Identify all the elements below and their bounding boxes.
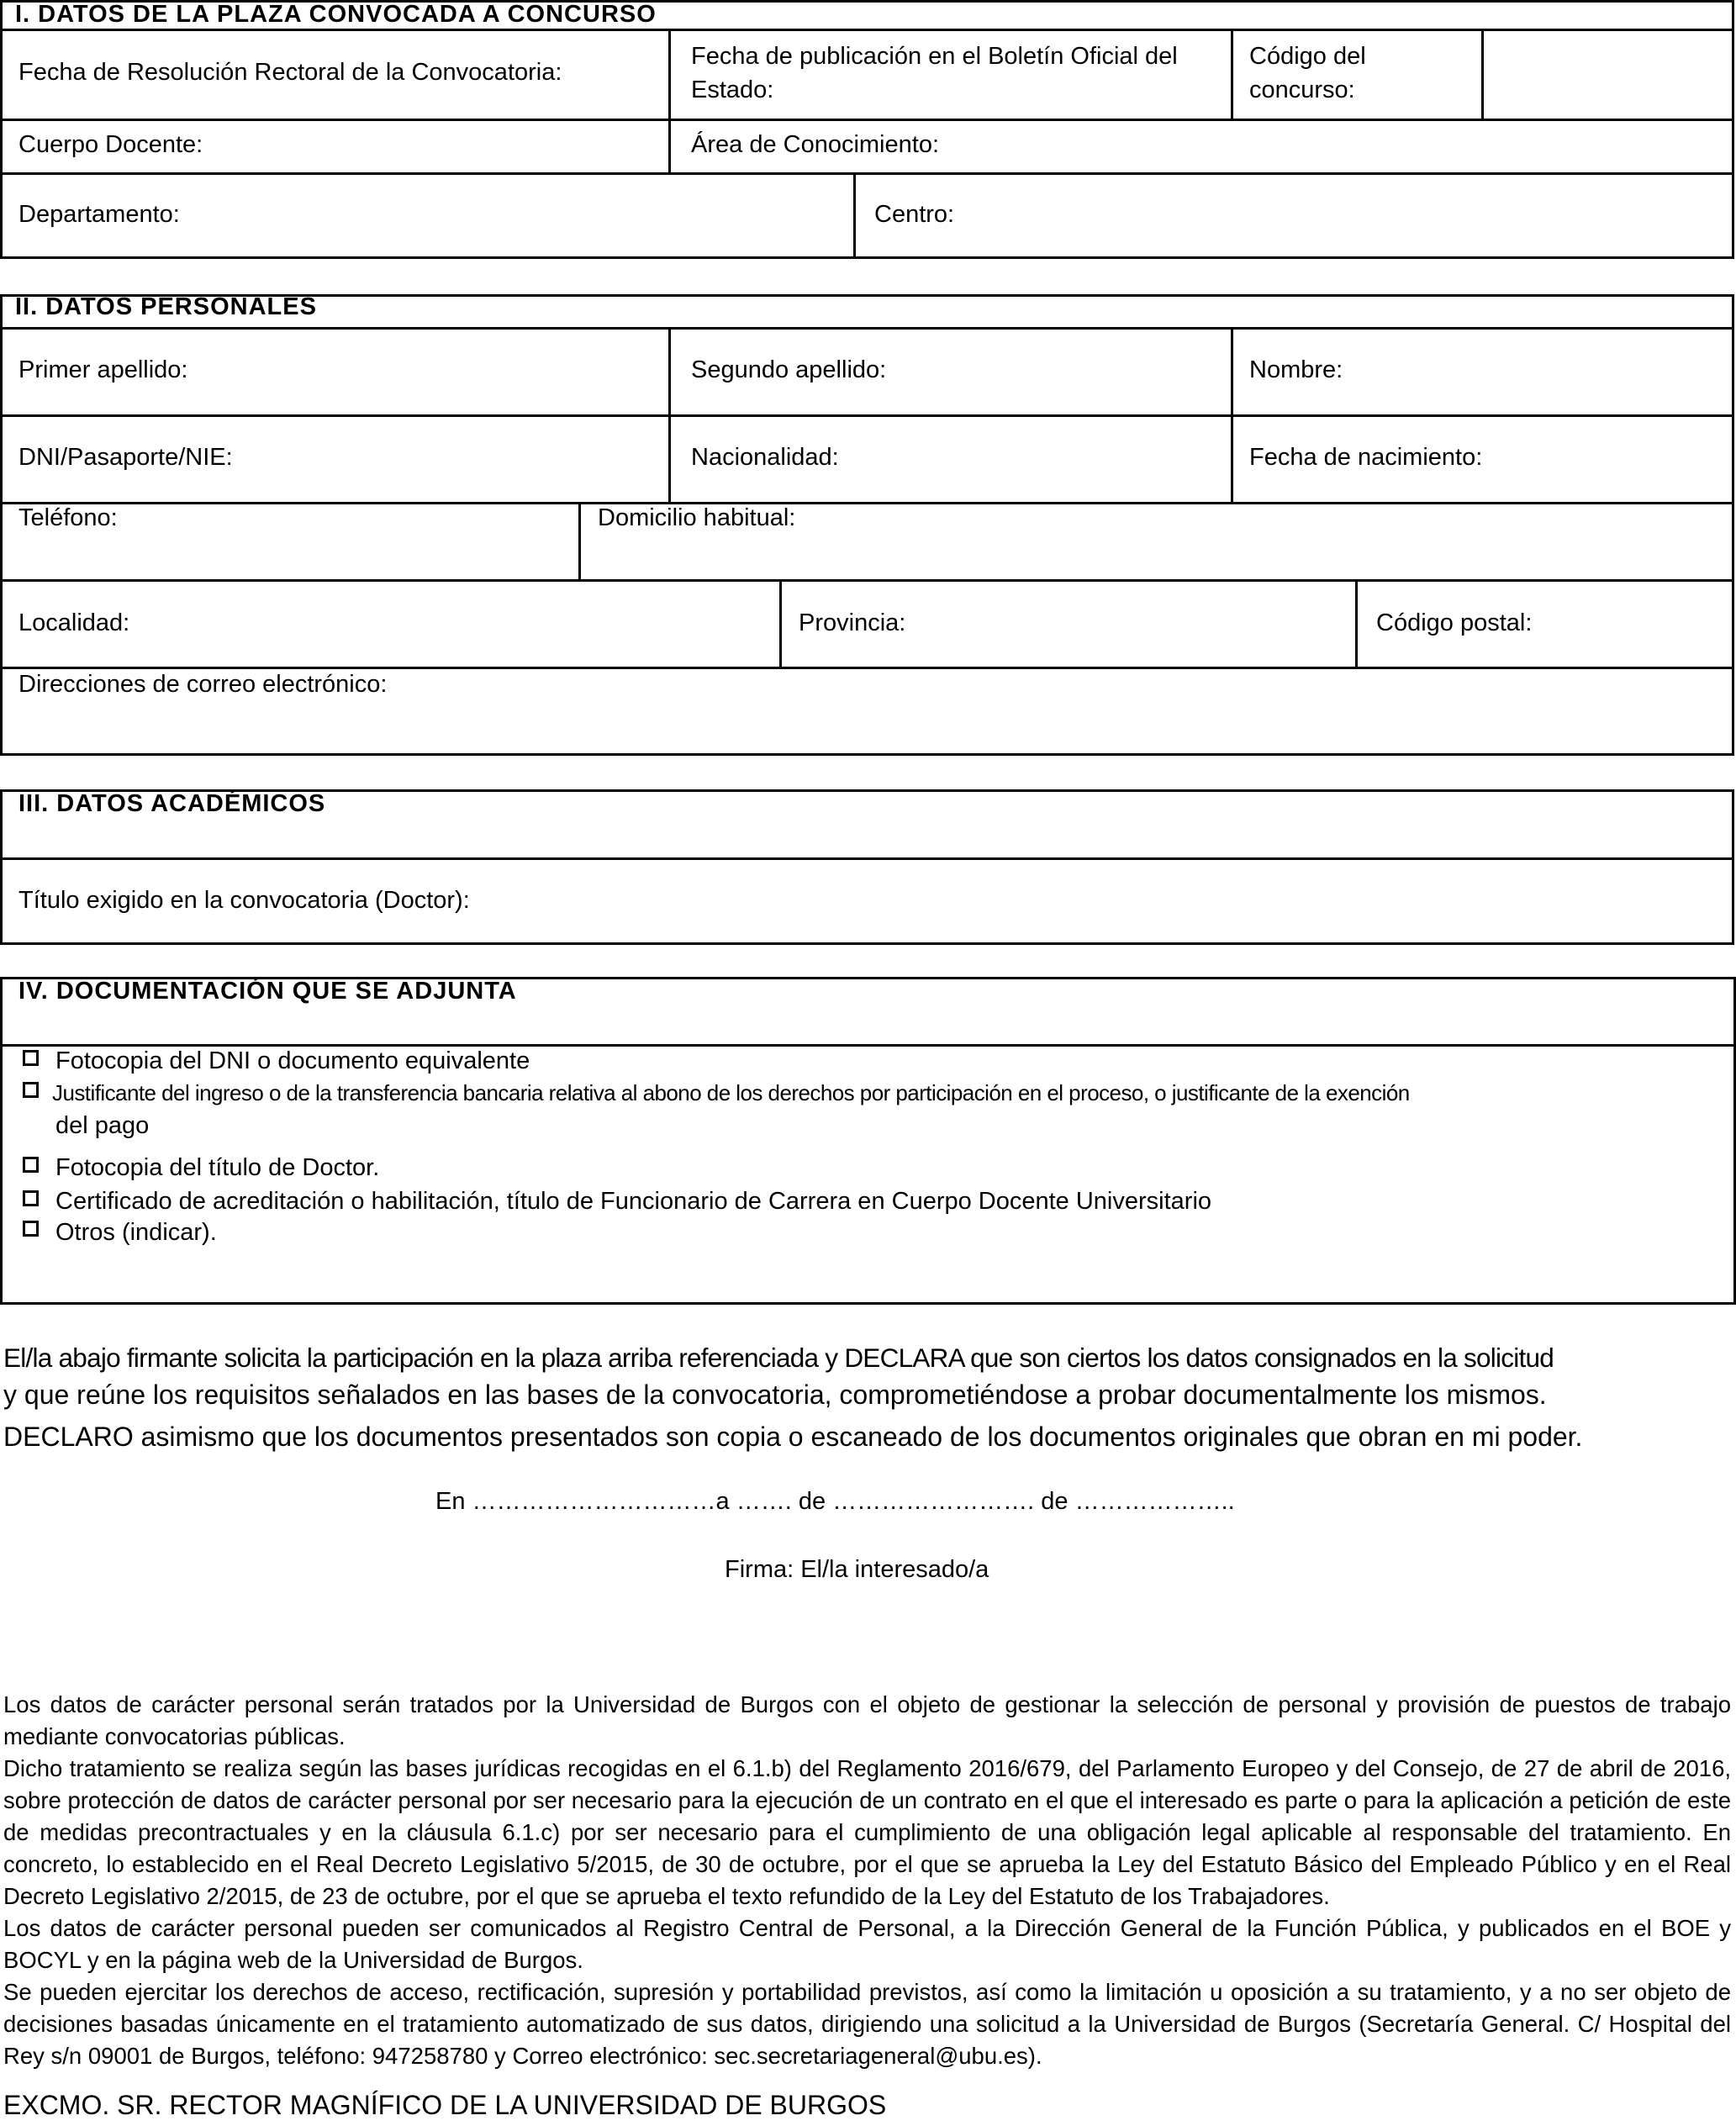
domicilio-label: Domicilio habitual:	[598, 504, 796, 531]
place-date-line: En …………………………a ……. de ……………………. de ………………..	[435, 1488, 1235, 1515]
segundo-apellido-label: Segundo apellido:	[691, 356, 887, 383]
codigo-postal-label: Código postal:	[1376, 609, 1533, 636]
divider	[0, 119, 1734, 121]
primer-apellido-label: Primer apellido:	[18, 356, 188, 383]
centro-label: Centro:	[874, 201, 955, 228]
declaration-line-1: El/la abajo firmante solicita la participación en la plaza arriba referenciada y DECLARA que son ciertos los datos consignados en la solicitud	[3, 1343, 1554, 1373]
checkbox-otros[interactable]	[23, 1221, 39, 1237]
privacy-notice	[3, 1689, 1731, 2072]
localidad-label: Localidad:	[18, 609, 130, 636]
divider	[0, 502, 1734, 504]
divider	[0, 172, 1734, 175]
correo-label: Direcciones de correo electrónico:	[18, 671, 388, 698]
divider	[0, 857, 1734, 860]
departamento-label: Departamento:	[18, 201, 180, 228]
divider	[578, 502, 581, 579]
checkbox-titulo-doctor[interactable]	[23, 1157, 39, 1173]
section-personal-title: II. DATOS PERSONALES	[15, 293, 317, 320]
checkbox-certificado[interactable]	[23, 1190, 39, 1206]
declaration-line-3: DECLARO asimismo que los documentos presentados son copia o escaneado de los documentos originales que obran en mi poder.	[3, 1422, 1583, 1452]
document-item-certificado: Certificado de acreditación o habilitación, título de Funcionario de Carrera en Cuerpo Docente Universitario	[55, 1188, 1212, 1215]
codigo-concurso-label: Código del	[1249, 43, 1366, 70]
fecha-resolucion-label: Fecha de Resolución Rectoral de la Convocatoria:	[18, 59, 562, 86]
divider	[0, 579, 1734, 582]
nacionalidad-label: Nacionalidad:	[691, 444, 839, 471]
document-item-justificante-cont: del pago	[55, 1112, 150, 1139]
fecha-publicacion-label: Fecha de publicación en el Boletín Oficial del	[691, 43, 1178, 70]
divider	[0, 414, 1734, 417]
cuerpo-docente-label: Cuerpo Docente:	[18, 131, 203, 158]
divider	[1231, 29, 1233, 121]
privacy-paragraph-3: Los datos de carácter personal pueden ser comunicados al Registro Central de Personal, a la Dirección General de la Función Pública, y publicados en el BOE y BOCYL y en la página web de la Universidad de Burgos.	[3, 1915, 1731, 1973]
divider	[1231, 327, 1233, 502]
section-academic-title: III. DATOS ACADÉMICOS	[18, 790, 326, 817]
divider	[853, 172, 856, 259]
privacy-paragraph-1: Los datos de carácter personal serán tratados por la Universidad de Burgos con el objeto de gestionar la selección de personal y provisión de puestos de trabajo mediante convocatorias públicas.	[3, 1691, 1731, 1749]
dni-label: DNI/Pasaporte/NIE:	[18, 444, 233, 471]
addressee: EXCMO. SR. RECTOR MAGNÍFICO DE LA UNIVERSIDAD DE BURGOS	[3, 2090, 887, 2120]
privacy-paragraph-4: Se pueden ejercitar los derechos de acceso, rectificación, supresión y portabilidad previstos, así como la limitación u oposición a su tratamiento, y a no ser objeto de decisiones basadas únicamente en el tratamiento automatizado de sus datos, dirigiendo una solicitud a la Universidad de Burgos (Secretaría General. C/ Hospital del Rey s/n 09001 de Burgos, teléfono: 947258780 y Correo electrónico: sec.secretariageneral@ubu.es).	[3, 1979, 1731, 2069]
section-plaza-title: I. DATOS DE LA PLAZA CONVOCADA A CONCURSO	[15, 1, 657, 28]
codigo-concurso-label-cont: concurso:	[1249, 76, 1355, 103]
document-item-dni: Fotocopia del DNI o documento equivalente	[55, 1047, 530, 1074]
divider	[1481, 29, 1484, 121]
checkbox-dni[interactable]	[23, 1050, 39, 1066]
document-item-otros: Otros (indicar).	[55, 1219, 217, 1246]
declaration-line-2: y que reúne los requisitos señalados en las bases de la convocatoria, comprometiéndose a probar documentalmente los mismos.	[3, 1380, 1547, 1410]
telefono-label: Teléfono:	[18, 504, 118, 531]
provincia-label: Provincia:	[799, 609, 906, 636]
area-conocimiento-label: Área de Conocimiento:	[691, 131, 939, 158]
divider	[668, 29, 671, 175]
document-item-titulo-doctor: Fotocopia del título de Doctor.	[55, 1154, 380, 1181]
privacy-paragraph-2: Dicho tratamiento se realiza según las bases jurídicas recogidas en el 6.1.b) del Reglamento 2016/679, del Parlamento Europeo y del Consejo, de 27 de abril de 2016, sobre protección de datos de carácter personal por ser necesario para la ejecución de un contrato en el que el interesado es parte o para la aplicación a petición de este de medidas precontractuales y en la cláusula 6.1.c) por ser necesario para el cumplimiento de una obligación legal aplicable al responsable del tratamiento. En concreto, lo establecido en el Real Decreto Legislativo 5/2015, de 30 de octubre, por el que se aprueba la Ley del Estatuto Básico del Empleado Público y en el Real Decreto Legislativo 2/2015, de 23 de octubre, por el que se aprueba el texto refundido de la Ley del Estatuto de los Trabajadores.	[3, 1755, 1731, 1909]
divider	[0, 327, 1734, 330]
section-documents-box	[0, 977, 1736, 1305]
divider	[668, 327, 671, 502]
divider	[0, 29, 1734, 31]
signature-label: Firma: El/la interesado/a	[725, 1556, 989, 1583]
titulo-exigido-label: Título exigido en la convocatoria (Doctor):	[18, 887, 470, 914]
divider	[779, 579, 782, 667]
fecha-publicacion-label-cont: Estado:	[691, 76, 774, 103]
section-documents-title: IV. DOCUMENTACIÓN QUE SE ADJUNTA	[18, 978, 517, 1005]
nombre-label: Nombre:	[1249, 356, 1343, 383]
codigo-concurso-field[interactable]	[1485, 31, 1732, 119]
fecha-nacimiento-label: Fecha de nacimiento:	[1249, 444, 1483, 471]
divider	[1355, 579, 1358, 667]
document-item-justificante: Justificante del ingreso o de la transferencia bancaria relativa al abono de los derechos por participación en el proceso, o justificante de la exención	[52, 1080, 1410, 1105]
checkbox-justificante[interactable]	[23, 1082, 39, 1098]
